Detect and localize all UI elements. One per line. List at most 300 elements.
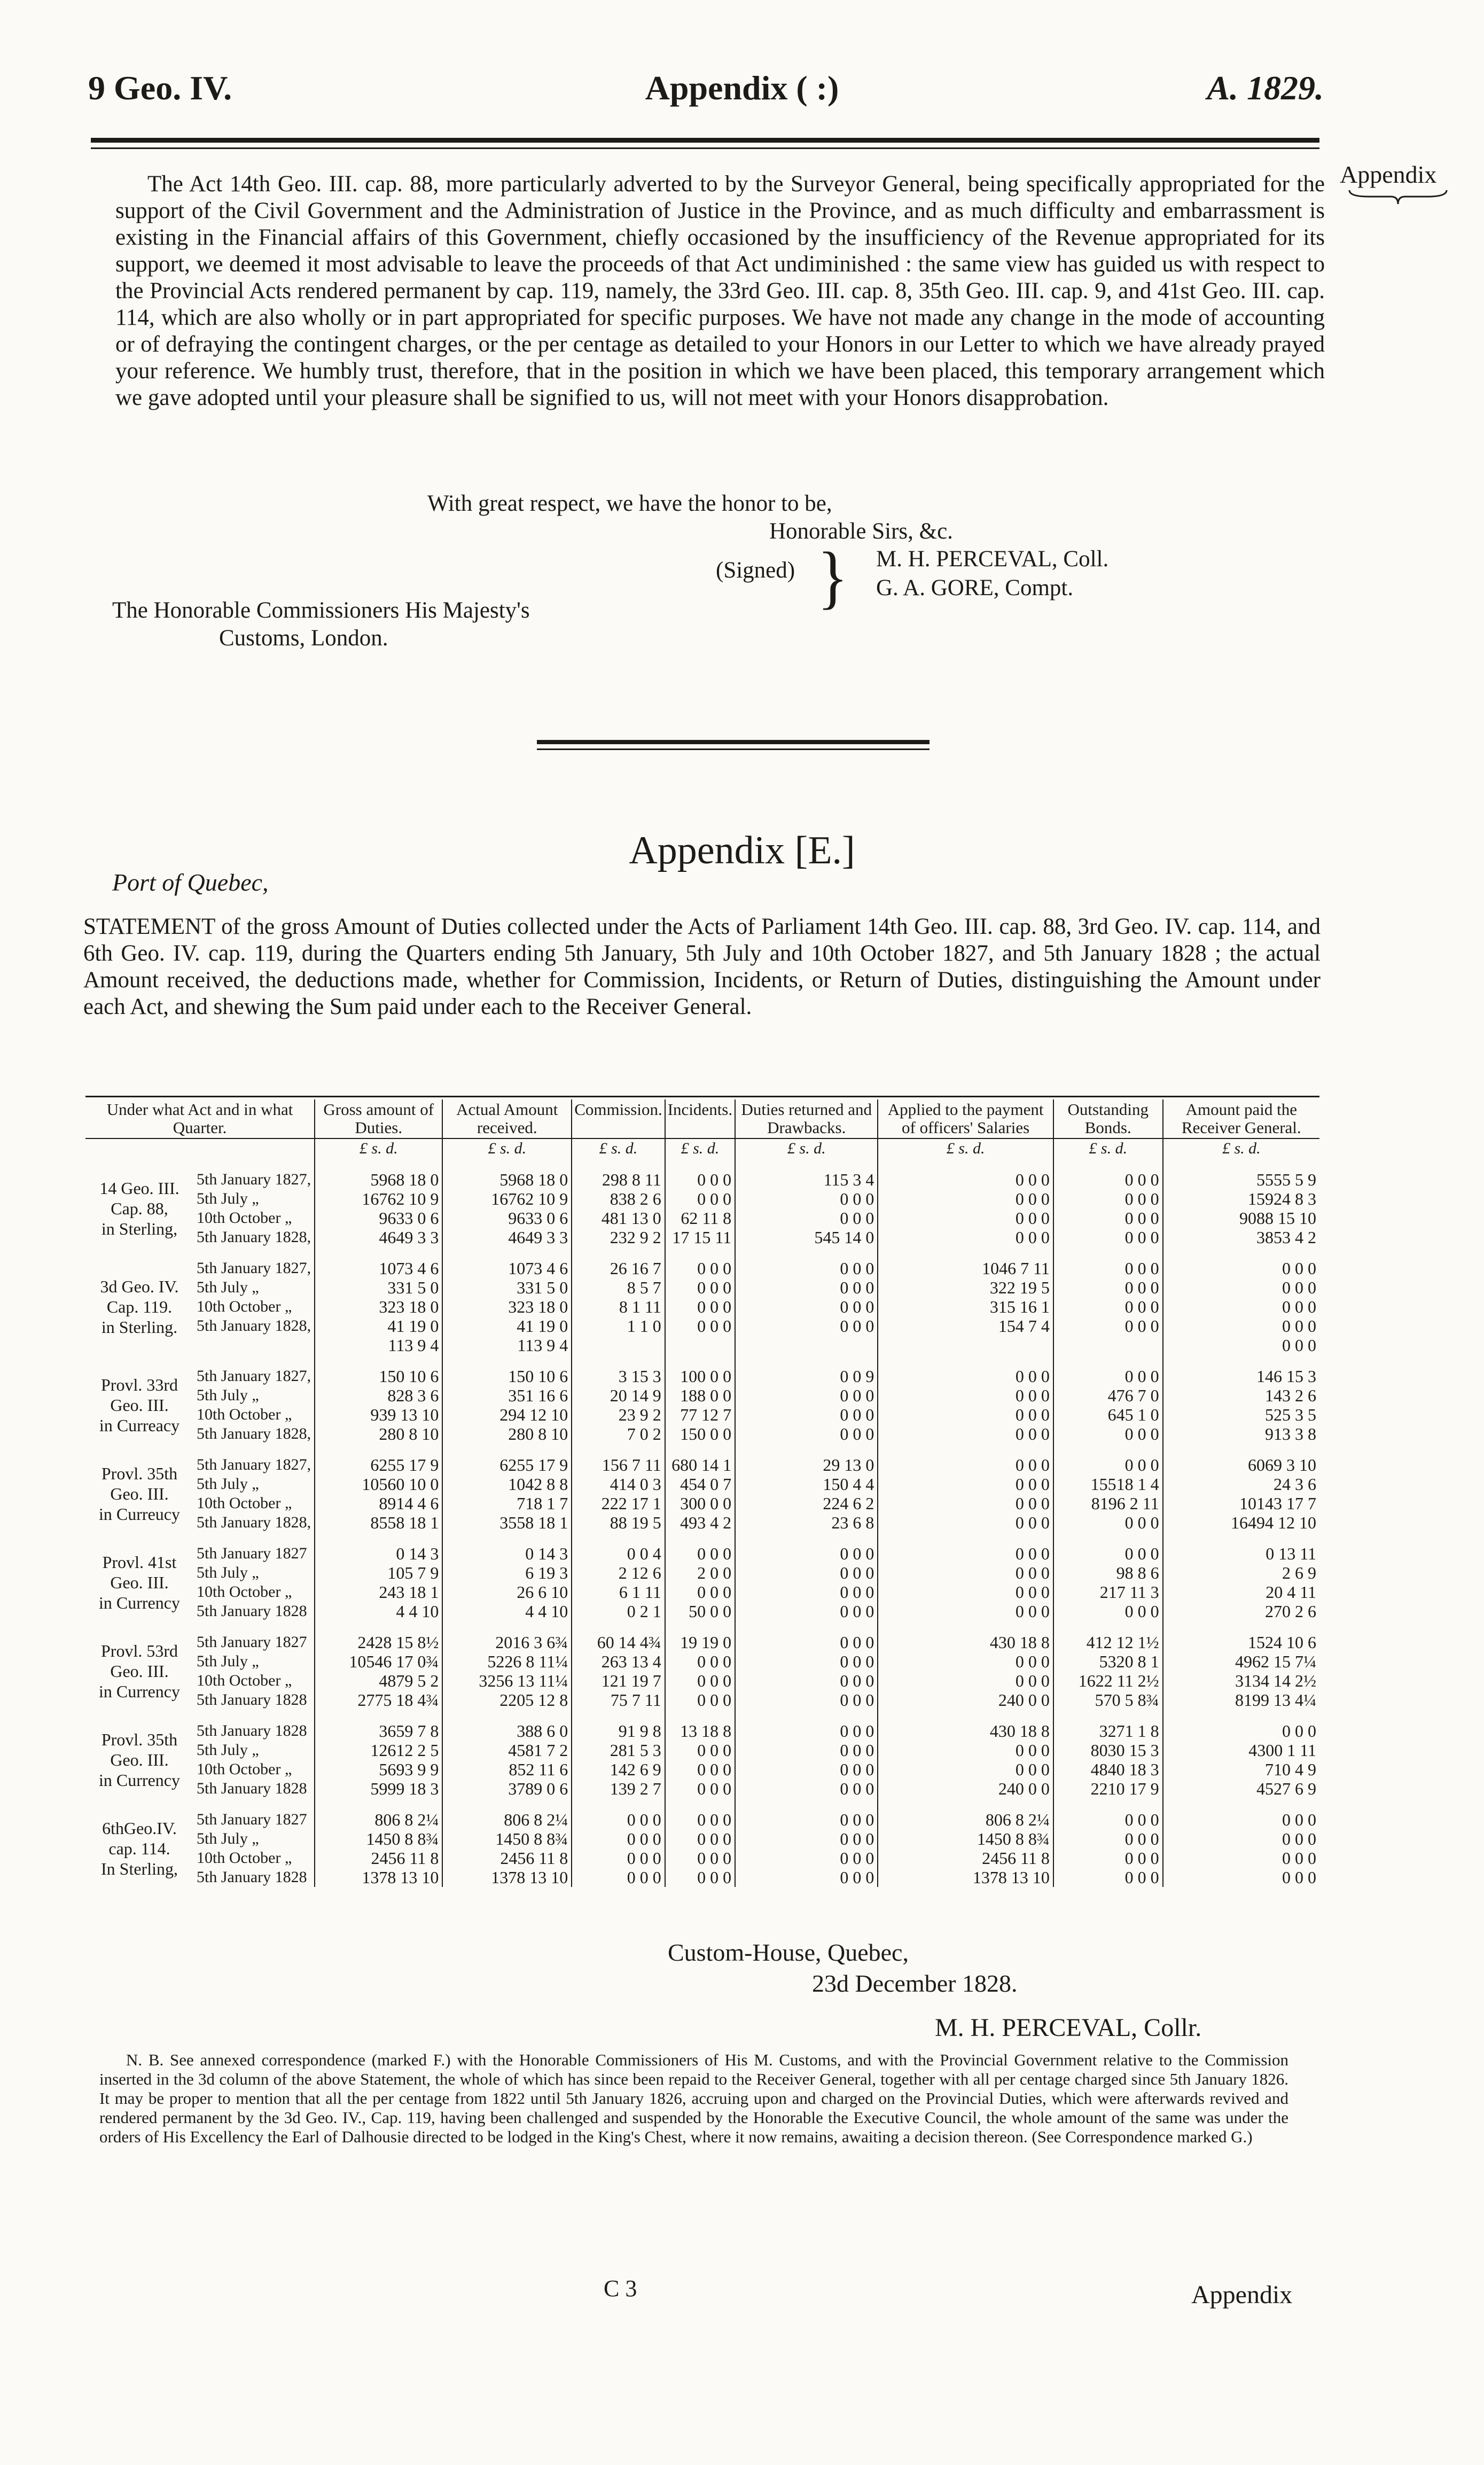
amount: 3256 13 11¼ — [479, 1671, 568, 1690]
quarter-label: 5th January 1828, — [197, 1228, 311, 1246]
amount: 0 0 0 — [1015, 1228, 1050, 1247]
value-cell — [665, 1247, 735, 1355]
amount: 1046 7 11 — [982, 1259, 1050, 1278]
amount: 3558 18 1 — [499, 1513, 568, 1532]
quarter-label: 5th July „ — [197, 1190, 259, 1207]
quarter-label: 5th January 1828 — [197, 1868, 307, 1886]
value-cell — [442, 1355, 572, 1444]
amount: 3 15 3 — [618, 1367, 661, 1386]
amount: 0 0 0 — [1015, 1386, 1050, 1405]
footer-signature: M. H. PERCEVAL, Collr. — [935, 2014, 1202, 2042]
amount: 0 0 0 — [840, 1721, 874, 1741]
amount: 0 0 0 — [1282, 1829, 1316, 1848]
amount: 10143 17 7 — [1239, 1494, 1316, 1513]
amount: 454 0 7 — [680, 1475, 732, 1494]
amount: 26 16 7 — [610, 1259, 661, 1278]
running-head-right: A. 1829. — [1207, 69, 1324, 107]
amount: 331 5 0 — [387, 1278, 439, 1297]
amount: 0 0 0 — [697, 1170, 732, 1189]
amount: 10546 17 0¾ — [349, 1652, 439, 1671]
amount: 6 1 11 — [619, 1582, 661, 1602]
amount: 0 0 0 — [697, 1316, 732, 1336]
amount: 0 0 0 — [1015, 1424, 1050, 1444]
amount: 828 3 6 — [387, 1386, 439, 1405]
amount: 98 8 6 — [1116, 1563, 1159, 1582]
value-cell — [442, 1247, 572, 1355]
amount: 1042 8 8 — [508, 1475, 568, 1494]
amount: 16762 10 9 — [362, 1189, 439, 1208]
quarter-label: 5th January 1828, — [197, 1425, 311, 1442]
amount: 23 9 2 — [618, 1405, 661, 1424]
amount: 0 0 0 — [1015, 1652, 1050, 1671]
amount: 0 0 0 — [697, 1848, 732, 1868]
value-cell — [665, 1798, 735, 1887]
amount: 5226 8 11¼ — [487, 1652, 568, 1671]
amount: 0 0 0 — [1124, 1208, 1159, 1228]
amount: 16494 12 10 — [1231, 1513, 1316, 1532]
quarter-label: 5th July „ — [197, 1741, 259, 1759]
act-label-line: in Sterling. — [101, 1317, 178, 1337]
act-label-line: in Curreacy — [99, 1416, 180, 1435]
amount: 6255 17 9 — [499, 1455, 568, 1475]
amount: 0 0 0 — [840, 1741, 874, 1760]
statement-paragraph: STATEMENT of the gross Amount of Duties collected under the Acts of Parliament 14th Geo. III. cap. 88, 3rd Geo. IV. cap. 114, and 6th Geo. IV. cap. 119, during the Quarters ending 5th January, 5th July and 10th October 1827, and 5th January 1828 ; the actual Amount received, the deductions made, whether for Commission, Incidents, or Return of Duties, distinguishing the Amount under each Act, and shewing the Sum paid under each to the Receiver General. — [83, 914, 1321, 1019]
amount: 270 2 6 — [1265, 1602, 1316, 1621]
amount: 4 4 10 — [396, 1602, 439, 1621]
act-label-line: Provl. 35th — [101, 1464, 178, 1483]
column-header: Amount paid the Receiver General. — [1163, 1099, 1319, 1138]
amount: 0 0 0 — [840, 1563, 874, 1582]
amount: 9633 0 6 — [508, 1208, 568, 1228]
units-cell: £ s. d. — [442, 1138, 572, 1158]
value-cell — [665, 1710, 735, 1798]
value-cell — [1163, 1158, 1319, 1247]
amount: 5968 18 0 — [499, 1170, 568, 1189]
act-label — [85, 1247, 193, 1355]
amount: 322 19 5 — [989, 1278, 1050, 1297]
value-cell — [315, 1621, 442, 1710]
amount: 6 19 3 — [525, 1563, 568, 1582]
amount: 8030 15 3 — [1090, 1741, 1159, 1760]
amount: 0 0 0 — [840, 1690, 874, 1710]
table-top-rule — [85, 1096, 1319, 1097]
amount: 0 0 0 — [1282, 1297, 1316, 1316]
amount: 0 0 0 — [697, 1868, 732, 1887]
quarter-label: 10th October „ — [197, 1583, 292, 1601]
amount: 2205 12 8 — [499, 1690, 568, 1710]
amount: 281 5 3 — [610, 1741, 661, 1760]
amount: 0 0 0 — [840, 1424, 874, 1444]
amount: 100 0 0 — [680, 1367, 732, 1386]
amount: 710 4 9 — [1265, 1760, 1316, 1779]
amount: 0 0 0 — [1124, 1259, 1159, 1278]
amount: 240 0 0 — [998, 1690, 1050, 1710]
act-label-line: Provl. 33rd — [101, 1375, 178, 1394]
amount: 4300 1 11 — [1248, 1741, 1316, 1760]
quarter-label: 10th October „ — [197, 1849, 292, 1867]
amount: 4840 18 3 — [1090, 1760, 1159, 1779]
quarter-label: 5th July „ — [197, 1475, 259, 1493]
duties-table-body — [85, 1138, 1319, 1887]
value-cell — [1163, 1710, 1319, 1798]
amount: 60 14 4¾ — [597, 1633, 661, 1652]
amount: 0 0 0 — [840, 1810, 874, 1829]
quarter-label: 5th January 1828 — [197, 1602, 307, 1620]
amount: 0 0 0 — [840, 1779, 874, 1798]
value-cell — [1053, 1355, 1163, 1444]
amount: 913 3 8 — [1265, 1424, 1316, 1444]
signatory-comptroller: G. A. GORE, Compt. — [876, 575, 1074, 600]
amount: 1378 13 10 — [972, 1868, 1050, 1887]
quarter-label: 5th January 1827, — [197, 1456, 311, 1473]
amount: 0 0 0 — [840, 1189, 874, 1208]
amount: 3659 7 8 — [379, 1721, 439, 1741]
value-cell — [572, 1355, 665, 1444]
amount: 1450 8 8¾ — [366, 1829, 439, 1848]
amount: 0 0 0 — [1124, 1810, 1159, 1829]
quarter-label: 10th October „ — [197, 1494, 292, 1512]
amount: 115 3 4 — [823, 1170, 874, 1189]
act-label-line: in Currency — [99, 1593, 180, 1612]
value-cell — [665, 1158, 735, 1247]
addressee-line-2: Customs, London. — [219, 626, 388, 651]
amount: 806 8 2¼ — [504, 1810, 568, 1829]
act-label-line: In Sterling, — [101, 1859, 178, 1878]
amount: 0 0 9 — [840, 1367, 874, 1386]
value-cell — [315, 1355, 442, 1444]
value-cell — [665, 1444, 735, 1532]
amount: 3271 1 8 — [1099, 1721, 1159, 1741]
amount: 240 0 0 — [998, 1779, 1050, 1798]
amount: 0 0 0 — [697, 1741, 732, 1760]
amount: 0 0 0 — [840, 1829, 874, 1848]
amount: 7 0 2 — [627, 1424, 661, 1444]
quarter-label — [197, 1336, 311, 1355]
value-cell — [735, 1247, 878, 1355]
value-cell — [442, 1621, 572, 1710]
amount: 77 12 7 — [680, 1405, 732, 1424]
amount: 0 0 0 — [1124, 1424, 1159, 1444]
letter-salutation: Honorable Sirs, &c. — [769, 519, 953, 544]
amount: 3853 4 2 — [1256, 1228, 1316, 1247]
amount: 0 0 0 — [697, 1760, 732, 1779]
amount: 0 0 0 — [1015, 1741, 1050, 1760]
value-cell — [572, 1798, 665, 1887]
amount: 2775 18 4¾ — [357, 1690, 439, 1710]
amount: 645 1 0 — [1107, 1405, 1159, 1424]
amount: 0 0 0 — [1282, 1848, 1316, 1868]
amount: 414 0 3 — [610, 1475, 661, 1494]
table-row — [85, 1798, 1319, 1887]
amount: 150 0 0 — [680, 1424, 732, 1444]
quarter-label: 10th October „ — [197, 1672, 292, 1689]
duties-table — [85, 1099, 1319, 1887]
value-cell — [572, 1710, 665, 1798]
table-row — [85, 1158, 1319, 1247]
footer-date: 23d December 1828. — [812, 1970, 1018, 1997]
column-header: Commission. — [572, 1099, 665, 1138]
amount: 150 4 4 — [823, 1475, 874, 1494]
amount: 0 0 0 — [1124, 1278, 1159, 1297]
amount: 10560 10 0 — [362, 1475, 439, 1494]
amount: 154 7 4 — [998, 1316, 1050, 1336]
amount: 2210 17 9 — [1090, 1779, 1159, 1798]
amount: 0 0 0 — [1282, 1868, 1316, 1887]
quarter-label: 10th October „ — [197, 1406, 292, 1423]
amount: 0 0 0 — [697, 1690, 732, 1710]
amount: 0 0 0 — [840, 1544, 874, 1563]
amount: 8914 4 6 — [379, 1494, 439, 1513]
act-label-line: 14 Geo. III. — [99, 1179, 179, 1198]
signature-brace-icon: } — [817, 537, 848, 616]
amount: 0 0 0 — [1015, 1671, 1050, 1690]
act-label-line: Provl. 53rd — [101, 1641, 178, 1660]
act-label — [85, 1158, 193, 1247]
amount — [669, 1336, 731, 1355]
amount: 9633 0 6 — [379, 1208, 439, 1228]
amount: 0 0 0 — [840, 1297, 874, 1316]
value-cell — [735, 1158, 878, 1247]
amount: 146 15 3 — [1256, 1367, 1316, 1386]
amount: 6069 3 10 — [1248, 1455, 1316, 1475]
quarter-label: 10th October „ — [197, 1298, 292, 1315]
amount: 0 0 0 — [1015, 1455, 1050, 1475]
units-cell: £ s. d. — [878, 1138, 1053, 1158]
amount: 0 0 0 — [627, 1848, 661, 1868]
amount: 852 11 6 — [509, 1760, 568, 1779]
amount: 315 16 1 — [989, 1297, 1050, 1316]
value-cell — [572, 1158, 665, 1247]
value-cell — [442, 1158, 572, 1247]
quarter-label: 5th July „ — [197, 1278, 259, 1296]
amount: 0 0 0 — [1124, 1228, 1159, 1247]
value-cell — [442, 1444, 572, 1532]
port-heading: Port of Quebec, — [112, 869, 269, 896]
quarter-list — [193, 1710, 315, 1798]
quarter-label: 5th January 1827 — [197, 1544, 307, 1562]
amount: 0 0 0 — [1124, 1602, 1159, 1621]
amount: 0 0 0 — [1124, 1455, 1159, 1475]
value-cell — [735, 1621, 878, 1710]
quarter-label: 5th January 1828, — [197, 1514, 311, 1531]
amount: 0 0 0 — [697, 1189, 732, 1208]
quarter-list — [193, 1355, 315, 1444]
amount: 8199 13 4¼ — [1235, 1690, 1316, 1710]
amount: 0 0 4 — [627, 1544, 661, 1563]
quarter-label: 5th January 1827, — [197, 1259, 311, 1277]
amount: 2456 11 8 — [371, 1848, 439, 1868]
amount: 24 3 6 — [1274, 1475, 1316, 1494]
amount: 545 14 0 — [814, 1228, 874, 1247]
amount: 2428 15 8½ — [357, 1633, 439, 1652]
value-cell — [1053, 1444, 1163, 1532]
amount: 2456 11 8 — [982, 1848, 1050, 1868]
amount: 105 7 9 — [387, 1563, 439, 1582]
amount: 0 0 0 — [1015, 1563, 1050, 1582]
quarter-label: 5th July „ — [197, 1830, 259, 1847]
quarter-label: 5th January 1828 — [197, 1691, 307, 1709]
amount: 570 5 8¾ — [1095, 1690, 1159, 1710]
amount: 143 2 6 — [1265, 1386, 1316, 1405]
value-cell — [572, 1621, 665, 1710]
value-cell — [315, 1532, 442, 1621]
amount: 17 15 11 — [672, 1228, 732, 1247]
amount: 0 0 0 — [1015, 1513, 1050, 1532]
amount: 1073 4 6 — [379, 1259, 439, 1278]
amount: 9088 15 10 — [1239, 1208, 1316, 1228]
amount: 0 0 0 — [1015, 1544, 1050, 1563]
amount: 493 4 2 — [680, 1513, 732, 1532]
quarter-list — [193, 1532, 315, 1621]
amount: 0 0 0 — [1015, 1475, 1050, 1494]
amount: 3789 0 6 — [508, 1779, 568, 1798]
amount — [739, 1336, 874, 1355]
quarter-label: 5th January 1828, — [197, 1317, 311, 1335]
value-cell — [572, 1444, 665, 1532]
amount: 113 9 4 — [388, 1336, 439, 1355]
amount: 13 18 8 — [680, 1721, 732, 1741]
amount: 150 10 6 — [508, 1367, 568, 1386]
act-label-line: Geo. III. — [110, 1750, 169, 1769]
amount: 0 0 0 — [1015, 1367, 1050, 1386]
catchword: Appendix — [1191, 2281, 1293, 2309]
amount: 41 19 0 — [387, 1316, 439, 1336]
amount: 150 10 6 — [379, 1367, 439, 1386]
amount: 29 13 0 — [823, 1455, 874, 1475]
value-cell — [878, 1532, 1053, 1621]
addressee-line-1: The Honorable Commissioners His Majesty's — [112, 598, 530, 623]
amount: 4649 3 3 — [508, 1228, 568, 1247]
units-cell: £ s. d. — [1163, 1138, 1319, 1158]
amount: 88 19 5 — [610, 1513, 661, 1532]
amount: 0 0 0 — [1124, 1848, 1159, 1868]
quarter-label: 5th January 1827 — [197, 1633, 307, 1651]
amount: 0 0 0 — [1015, 1582, 1050, 1602]
value-cell — [878, 1444, 1053, 1532]
amount: 8558 18 1 — [370, 1513, 439, 1532]
act-label-line: Cap. 119. — [106, 1297, 173, 1316]
amount: 1450 8 8¾ — [495, 1829, 568, 1848]
amount: 8 1 11 — [619, 1297, 661, 1316]
value-cell — [442, 1532, 572, 1621]
amount: 0 0 0 — [697, 1297, 732, 1316]
amount: 0 0 0 — [1015, 1189, 1050, 1208]
amount: 0 2 1 — [627, 1602, 661, 1621]
column-header: Incidents. — [665, 1099, 735, 1138]
letter-closing: With great respect, we have the honor to be, — [427, 491, 832, 516]
amount: 412 12 1½ — [1086, 1633, 1159, 1652]
value-cell — [735, 1798, 878, 1887]
amount: 0 0 0 — [1124, 1513, 1159, 1532]
section-rule-thick — [537, 740, 930, 744]
amount: 0 0 0 — [697, 1671, 732, 1690]
header-rule-thin — [91, 147, 1319, 149]
act-label-line: in Sterling, — [101, 1219, 178, 1238]
amount: 0 0 0 — [697, 1278, 732, 1297]
act-label-line: in Curreucy — [99, 1504, 180, 1524]
amount: 4581 7 2 — [508, 1741, 568, 1760]
amount: 0 0 0 — [1282, 1810, 1316, 1829]
value-cell — [1053, 1247, 1163, 1355]
amount: 0 0 0 — [840, 1316, 874, 1336]
amount: 3134 14 2½ — [1235, 1671, 1316, 1690]
act-label — [85, 1532, 193, 1621]
amount: 0 0 0 — [840, 1582, 874, 1602]
value-cell — [572, 1247, 665, 1355]
column-header: Applied to the payment of officers' Salaries — [878, 1099, 1053, 1138]
amount: 5968 18 0 — [370, 1170, 439, 1189]
amount — [1057, 1336, 1159, 1355]
amount: 0 0 0 — [1124, 1297, 1159, 1316]
act-label-line: Provl. 41st — [102, 1553, 177, 1572]
amount: 75 7 11 — [610, 1690, 661, 1710]
value-cell — [315, 1710, 442, 1798]
act-label-line: in Currency — [99, 1682, 180, 1701]
amount: 0 0 0 — [840, 1760, 874, 1779]
nota-bene-note: N. B. See annexed correspondence (marked F.) with the Honorable Commissioners of His M. Customs, and with the Provincial Government relative to the Commission inserted in the 3d column of the above Statement, the whole of which has since been repaid to the Receiver General, together with all per centage charged since 5th January 1826. It may be proper to mention that all the per centage from 1822 until 5th January 1826, accruing upon and charged on the Provincial Duties, which were afterwards revived and rendered permanent by the 3d Geo. IV., Cap. 119, having been challenged and suspended by the Honorable the Executive Council, the whole amount of the same was under the orders of His Excellency the Earl of Dalhousie directed to be lodged in the King's Chest, where it now remains, awaiting a decision thereon. (See Correspondence marked G.) — [99, 2050, 1288, 2146]
value-cell — [735, 1355, 878, 1444]
value-cell — [735, 1532, 878, 1621]
appendix-title: Appendix [E.] — [629, 829, 855, 872]
signatory-collector: M. H. PERCEVAL, Coll. — [876, 547, 1109, 572]
amount: 5693 9 9 — [379, 1760, 439, 1779]
act-label-line: 3d Geo. IV. — [100, 1277, 179, 1296]
quarter-label: 5th July „ — [197, 1386, 259, 1404]
table-row — [85, 1444, 1319, 1532]
value-cell — [1163, 1247, 1319, 1355]
amount: 1378 13 10 — [491, 1868, 568, 1887]
act-label — [85, 1355, 193, 1444]
units-cell: £ s. d. — [572, 1138, 665, 1158]
value-cell — [1053, 1798, 1163, 1887]
amount: 0 0 0 — [840, 1848, 874, 1868]
amount: 1378 13 10 — [362, 1868, 439, 1887]
amount: 62 11 8 — [681, 1208, 732, 1228]
value-cell — [665, 1621, 735, 1710]
act-label-line: Geo. III. — [110, 1484, 169, 1503]
value-cell — [315, 1798, 442, 1887]
amount: 15518 1 4 — [1090, 1475, 1159, 1494]
quarter-label: 5th July „ — [197, 1652, 259, 1670]
amount: 0 0 0 — [1124, 1170, 1159, 1189]
running-head-center: Appendix ( :) — [645, 69, 839, 107]
amount: 2 6 9 — [1282, 1563, 1316, 1582]
quarter-list — [193, 1247, 315, 1355]
act-label-line: in Currency — [99, 1770, 180, 1790]
column-header: Gross amount of Duties. — [315, 1099, 442, 1138]
amount: 525 3 5 — [1265, 1405, 1316, 1424]
running-head-left: 9 Geo. IV. — [88, 69, 232, 107]
amount: 294 12 10 — [499, 1405, 568, 1424]
value-cell — [315, 1247, 442, 1355]
amount: 0 0 0 — [627, 1829, 661, 1848]
amount: 351 16 6 — [508, 1386, 568, 1405]
quarter-label: 5th January 1827 — [197, 1811, 307, 1828]
act-label-line: cap. 114. — [108, 1839, 170, 1858]
act-label-line: Geo. III. — [110, 1661, 169, 1681]
amount: 2 12 6 — [618, 1563, 661, 1582]
amount: 0 0 0 — [1015, 1170, 1050, 1189]
quarter-list — [193, 1621, 315, 1710]
amount: 0 0 0 — [840, 1602, 874, 1621]
amount: 50 0 0 — [689, 1602, 732, 1621]
value-cell — [1163, 1532, 1319, 1621]
amount: 806 8 2¼ — [985, 1810, 1050, 1829]
amount: 323 18 0 — [379, 1297, 439, 1316]
amount: 0 0 0 — [1124, 1189, 1159, 1208]
amount: 718 1 7 — [517, 1494, 568, 1513]
act-label — [85, 1710, 193, 1798]
